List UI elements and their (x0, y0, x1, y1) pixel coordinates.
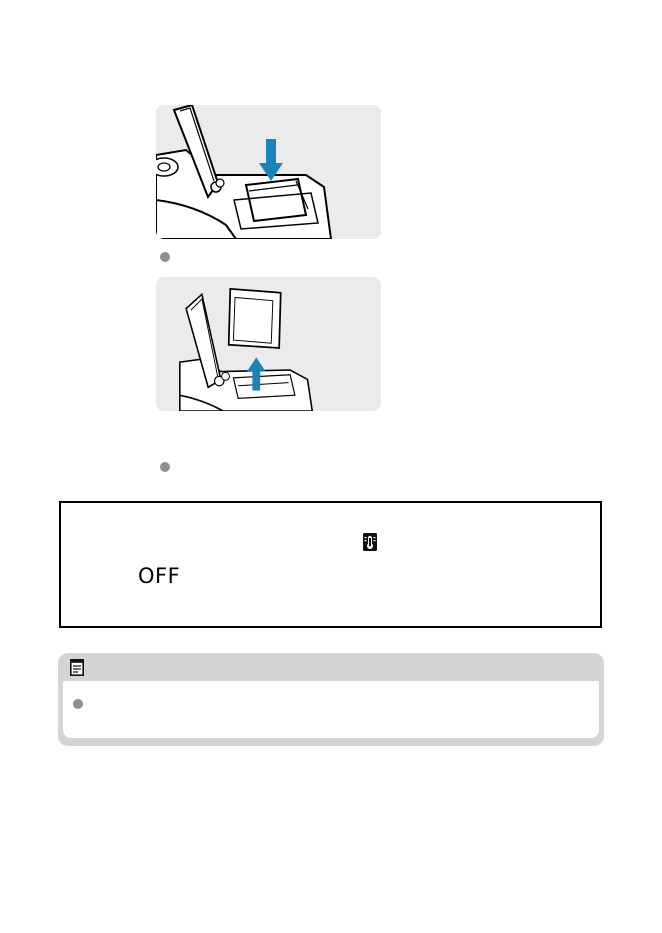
insert-card-illustration (156, 105, 381, 239)
note-body (63, 681, 599, 738)
remove-card-illustration (156, 277, 381, 411)
caution-box (59, 501, 602, 628)
insert-card-drawing (156, 105, 381, 239)
step-bullet (160, 462, 170, 472)
memo-icon (70, 659, 84, 676)
thermometer-warning-icon (363, 533, 377, 551)
remove-card-drawing (156, 277, 381, 411)
step-bullet (160, 252, 170, 262)
note-bullet (73, 699, 83, 709)
power-off-label: OFF (138, 564, 181, 588)
note-header (58, 653, 604, 680)
note-panel (58, 653, 604, 746)
